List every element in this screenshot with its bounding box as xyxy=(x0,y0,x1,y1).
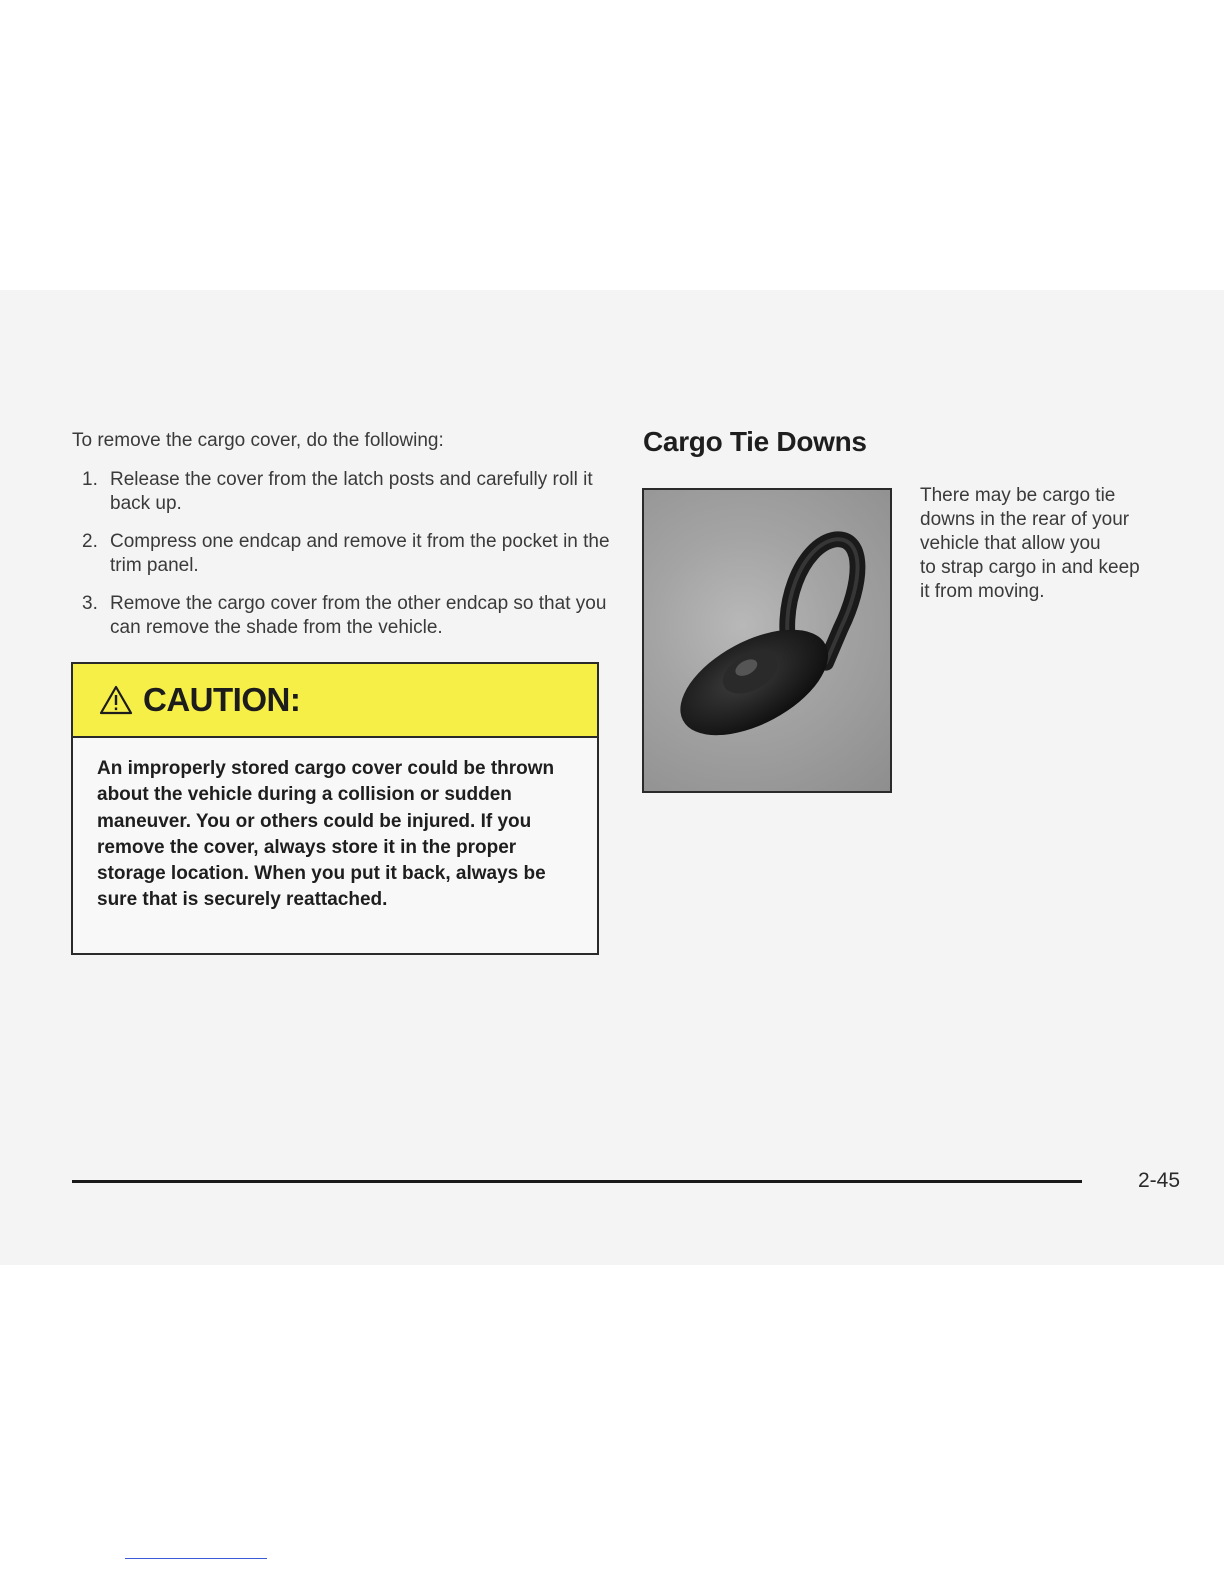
cargo-tie-down-photo xyxy=(642,488,892,793)
list-item xyxy=(72,530,612,578)
section-text: There may be cargo tie downs in the rear of your vehicle that allow you to strap cargo in and keep it from moving. xyxy=(920,485,1140,602)
caution-header xyxy=(73,664,597,738)
step-number: 1. xyxy=(82,469,98,490)
caution-body: An improperly stored cargo cover could be thrown about the vehicle during a collision or sudden maneuver. You or others could be injured. If you remove the cover, always store it in the proper storage location. When you put it back, always be sure that is securely reattached. xyxy=(97,758,555,911)
step-number: 2. xyxy=(82,531,98,552)
intro-text: To remove the cargo cover, do the following: xyxy=(72,430,444,451)
caution-title: CAUTION: xyxy=(143,681,301,718)
step-text: Compress one endcap and remove it from the pocket in the trim panel. xyxy=(110,531,610,576)
caution-box xyxy=(71,662,599,955)
footer-rule xyxy=(72,1180,1082,1183)
step-text: Remove the cargo cover from the other endcap so that you can remove the shade from the vehicle. xyxy=(110,593,607,638)
list-item xyxy=(72,468,612,516)
steps-list xyxy=(72,468,612,654)
link-underline[interactable] xyxy=(125,1558,267,1559)
warning-triangle-icon xyxy=(99,685,133,715)
list-item xyxy=(72,592,612,640)
section-heading: Cargo Tie Downs xyxy=(643,426,867,457)
step-number: 3. xyxy=(82,593,98,614)
page-number: 2-45 xyxy=(1138,1169,1181,1192)
step-text: Release the cover from the latch posts and carefully roll it back up. xyxy=(110,469,593,514)
